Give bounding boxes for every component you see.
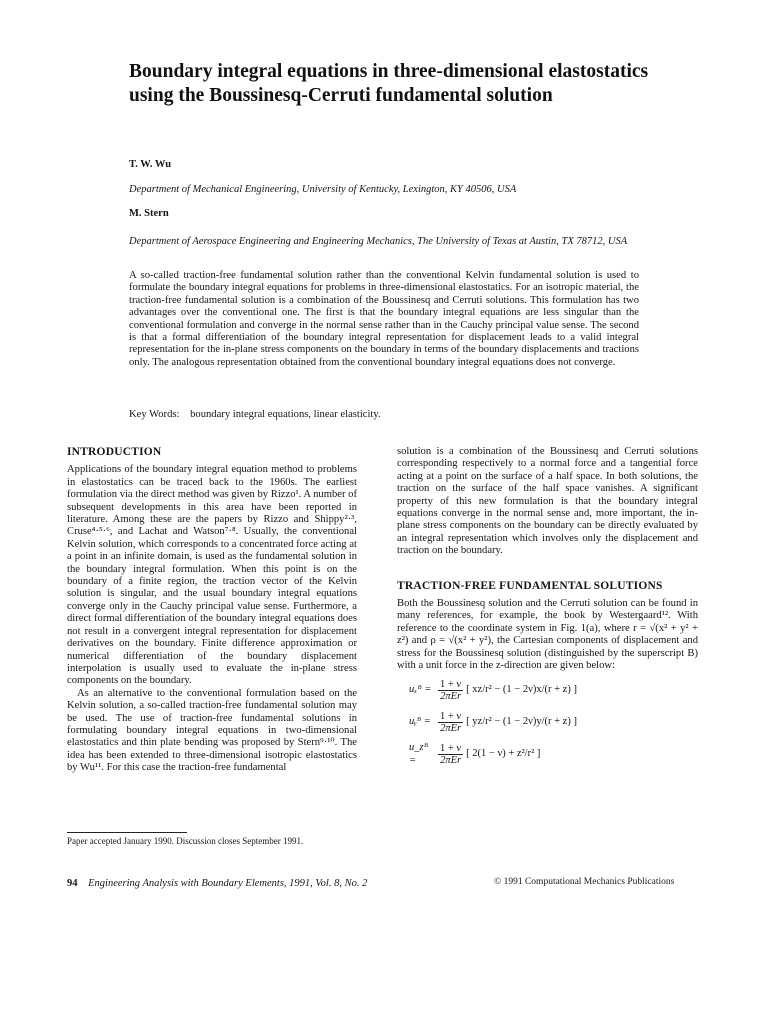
- intro-continuation: solution is a combination of the Boussinesq and Cerruti solutions corresponding respectively to a normal force and a tangential force acting at a point on the surface of a half space. In both solutions, the traction on the surface of the half space vanishes. A significant property of this new formulation is that the boundary integral equations converge in the normal sense and, more important, the in-plane stress components on the boundary can be directly evaluated by an integral representation which involves only the displacement and traction on the boundary.: [397, 446, 698, 557]
- traction-free-paragraph: Both the Boussinesq solution and the Cerruti solution can be found in many references, for example, the book by Westergaard¹². With reference to the coordinate system in Fig. 1(a), where r = √(x² + y² + z²) and ρ = √(x² + y²), the Cartesian components of displacement and stress for the Boussinesq solution (distinguished by the superscript B) with a unit force in the z-direction are given below:: [397, 598, 698, 672]
- equation-body: [ xz/r² − (1 − 2ν)x/(r + z) ]: [466, 684, 577, 696]
- intro-paragraph-1: Applications of the boundary integral equation method to problems in elastostatics can be traced back to the 1960s. The earliest formulation via the direct method was given by Rizzo¹. A number of subsequent developments in this area have been reported in literature. Among these are the papers by Rizzo and Shippy²·³, Cruse⁴·⁵·⁶, and Lachat and Watson⁷·⁸. Usually, the conventional Kelvin solution, which corresponds to a concentrated force acting at a point in an infinite domain, is used as the fundamental solution in the boundary integral formulation. When this point is on the boundary of a finite region, the traction vector of the Kelvin solution is singular, and the usual boundary integral equations converge only in the Cauchy principal value sense. Furthermore, a direct formal differentiation of the boundary integral equations does not result in a convergent integral representation for displacement derivatives on the boundary. Finite difference approximation or numerical differentiation of the boundary displacement interpolation is usually used to evaluate the in-plane stress components on the boundary.: [67, 464, 357, 687]
- equation-uy: [409, 709, 698, 737]
- fraction-numerator: 1 + ν: [440, 743, 462, 754]
- paper-title: Boundary integral equations in three-dimensional elastostatics using the Boussinesq-Cerruti fundamental solution: [129, 61, 649, 106]
- fraction-numerator: 1 + ν: [440, 711, 462, 722]
- footnote: Paper accepted January 1990. Discussion closes September 1991.: [67, 836, 304, 846]
- equation-lhs: uₓᴮ =: [409, 684, 432, 696]
- abstract: A so-called traction-free fundamental solution rather than the conventional Kelvin fundamental solution is used to formulate the boundary integral equations for problems in three-dimensional elastostatics. For an isotropic material, the traction-free fundamental solution is a combination of the Boussinesq and Cerruti solutions. This formulation has two advantages over the conventional one. The first is that the boundary integral equations are less singular than the conventional formulation and converge in the normal sense rather than in the Cauchy principal value sense. The second is that a formal differentiation of the boundary integral representation for displacement leads to a valid integral representation for the in-plane stress components on the boundary in terms of the boundary displacements and tractions only. The analogous representation obtained from the conventional boundary integral equations does not converge.: [129, 270, 639, 368]
- author-affiliation-2: Department of Aerospace Engineering and Engineering Mechanics, The University of Texas at Austin, TX 78712, USA: [129, 236, 628, 247]
- journal-footer: [67, 878, 367, 889]
- copyright-notice: © 1991 Computational Mechanics Publications: [494, 877, 675, 887]
- author-name-1: T. W. Wu: [129, 159, 172, 170]
- equation-lhs: uᵧᴮ =: [409, 716, 431, 728]
- fraction-denominator: 2πEr: [440, 723, 462, 734]
- author-affiliation-1: Department of Mechanical Engineering, University of Kentucky, Lexington, KY 40506, USA: [129, 184, 517, 195]
- equation-fraction: [438, 743, 463, 766]
- keywords: [129, 409, 381, 420]
- section-heading-introduction: INTRODUCTION: [67, 446, 162, 458]
- equation-fraction: [438, 679, 463, 702]
- fraction-numerator: 1 + ν: [440, 679, 462, 690]
- intro-paragraph-2: As an alternative to the conventional formulation based on the Kelvin solution, a so-called traction-free fundamental solution may be used. The use of traction-free fundamental solutions in formulating boundary integral equations in two-dimensional elastostatics and thin plate bending was proposed by Stern⁹·¹⁰. The idea has been extended to three-dimensional isotropic elastostatics by Wu¹¹. For this case the traction-free fundamental: [67, 687, 357, 774]
- fraction-denominator: 2πEr: [440, 691, 462, 702]
- equation-uz: [409, 741, 698, 769]
- right-column: [397, 446, 698, 769]
- footnote-divider: [67, 832, 187, 833]
- left-column: [67, 446, 357, 775]
- equation-body: [ yz/r² − (1 − 2ν)y/(r + z) ]: [466, 716, 577, 728]
- fraction-denominator: 2πEr: [440, 755, 462, 766]
- equation-fraction: [438, 711, 463, 734]
- journal-citation: Engineering Analysis with Boundary Elements, 1991, Vol. 8, No. 2: [88, 878, 368, 889]
- equation-lhs: u_zᴮ =: [409, 742, 428, 766]
- author-name-2: M. Stern: [129, 208, 169, 219]
- keywords-label: Key Words:: [129, 409, 180, 420]
- equation-body: [ 2(1 − ν) + z²/r² ]: [466, 748, 541, 760]
- equation-ux: [409, 677, 698, 705]
- keywords-value: boundary integral equations, linear elasticity.: [190, 409, 381, 420]
- section-heading-traction-free: TRACTION-FREE FUNDAMENTAL SOLUTIONS: [397, 579, 663, 592]
- page-number: 94: [67, 878, 78, 889]
